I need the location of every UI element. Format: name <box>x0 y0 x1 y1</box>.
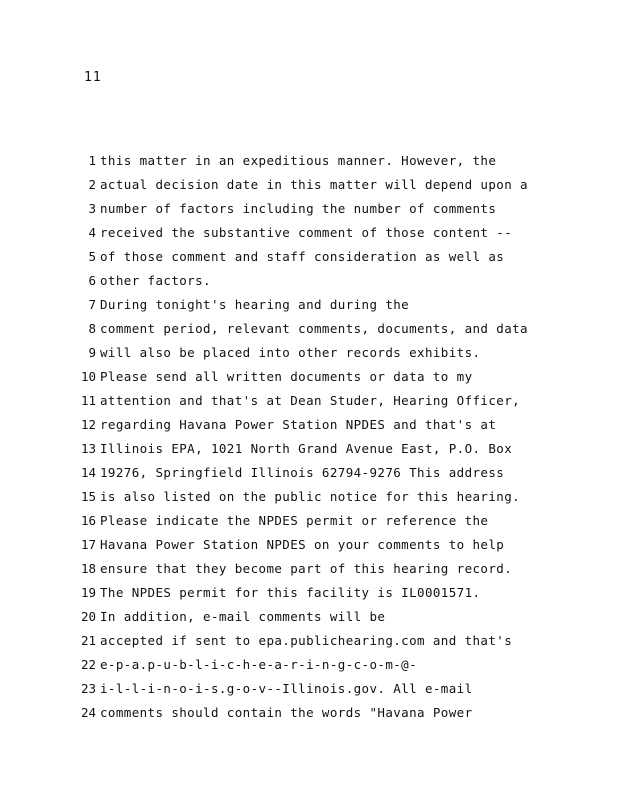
transcript-line <box>80 464 600 488</box>
transcript-line <box>80 536 600 560</box>
line-number: 15 <box>80 489 96 504</box>
line-text: comments should contain the words "Havana Power <box>100 705 473 720</box>
line-number: 4 <box>88 225 96 240</box>
line-number: 7 <box>88 297 96 312</box>
transcript-body <box>80 152 600 728</box>
line-text: e-p-a.p-u-b-l-i-c-h-e-a-r-i-n-g-c-o-m-@- <box>100 657 418 672</box>
transcript-line <box>80 392 600 416</box>
line-number: 22 <box>80 657 96 672</box>
transcript-line <box>80 416 600 440</box>
transcript-line <box>80 320 600 344</box>
line-text: received the substantive comment of those content -- <box>100 225 513 240</box>
transcript-line <box>80 488 600 512</box>
transcript-line <box>80 344 600 368</box>
line-number: 21 <box>80 633 96 648</box>
line-number: 3 <box>88 201 96 216</box>
line-text: The NPDES permit for this facility is IL0001571. <box>100 585 481 600</box>
transcript-line <box>80 248 600 272</box>
line-text: this matter in an expeditious manner. However, the <box>100 153 497 168</box>
line-number: 13 <box>80 441 96 456</box>
line-text: will also be placed into other records exhibits. <box>100 345 481 360</box>
transcript-line <box>80 512 600 536</box>
transcript-line <box>80 608 600 632</box>
transcript-line <box>80 680 600 704</box>
line-text: number of factors including the number of comments <box>100 201 497 216</box>
transcript-line <box>80 224 600 248</box>
line-text: Illinois EPA, 1021 North Grand Avenue East, P.O. Box <box>100 441 513 456</box>
line-text: ensure that they become part of this hearing record. <box>100 561 513 576</box>
line-text: Please send all written documents or data to my <box>100 369 473 384</box>
line-number: 14 <box>80 465 96 480</box>
line-number: 19 <box>80 585 96 600</box>
transcript-line <box>80 176 600 200</box>
line-number: 6 <box>88 273 96 288</box>
line-number: 18 <box>80 561 96 576</box>
transcript-line <box>80 560 600 584</box>
line-text: Havana Power Station NPDES on your comments to help <box>100 537 505 552</box>
line-number: 2 <box>88 177 96 192</box>
line-number: 24 <box>80 705 96 720</box>
line-number: 8 <box>88 321 96 336</box>
transcript-line <box>80 200 600 224</box>
line-text: In addition, e-mail comments will be <box>100 609 386 624</box>
transcript-line <box>80 656 600 680</box>
line-text: 19276, Springfield Illinois 62794-9276 This address <box>100 465 505 480</box>
transcript-line <box>80 152 600 176</box>
line-text: is also listed on the public notice for this hearing. <box>100 489 521 504</box>
line-text: i-l-l-i-n-o-i-s.g-o-v--Illinois.gov. All e-mail <box>100 681 473 696</box>
line-number: 20 <box>80 609 96 624</box>
line-number: 12 <box>80 417 96 432</box>
line-number: 16 <box>80 513 96 528</box>
transcript-line <box>80 632 600 656</box>
line-text: During tonight's hearing and during the <box>100 297 410 312</box>
transcript-line <box>80 704 600 728</box>
line-text: comment period, relevant comments, documents, and data <box>100 321 528 336</box>
transcript-line <box>80 440 600 464</box>
line-number: 10 <box>80 369 96 384</box>
line-text: of those comment and staff consideration as well as <box>100 249 505 264</box>
transcript-line <box>80 296 600 320</box>
line-text: attention and that's at Dean Studer, Hearing Officer, <box>100 393 521 408</box>
line-text: actual decision date in this matter will depend upon a <box>100 177 528 192</box>
line-text: Please indicate the NPDES permit or reference the <box>100 513 489 528</box>
line-number: 1 <box>88 153 96 168</box>
line-number: 5 <box>88 249 96 264</box>
line-number: 17 <box>80 537 96 552</box>
transcript-line <box>80 368 600 392</box>
line-number: 23 <box>80 681 96 696</box>
line-text: other factors. <box>100 273 211 288</box>
line-number: 11 <box>80 393 96 408</box>
transcript-line <box>80 272 600 296</box>
line-number: 9 <box>88 345 96 360</box>
transcript-line <box>80 584 600 608</box>
line-text: regarding Havana Power Station NPDES and that's at <box>100 417 497 432</box>
page-number: 11 <box>84 70 102 85</box>
line-text: accepted if sent to epa.publichearing.com and that's <box>100 633 513 648</box>
